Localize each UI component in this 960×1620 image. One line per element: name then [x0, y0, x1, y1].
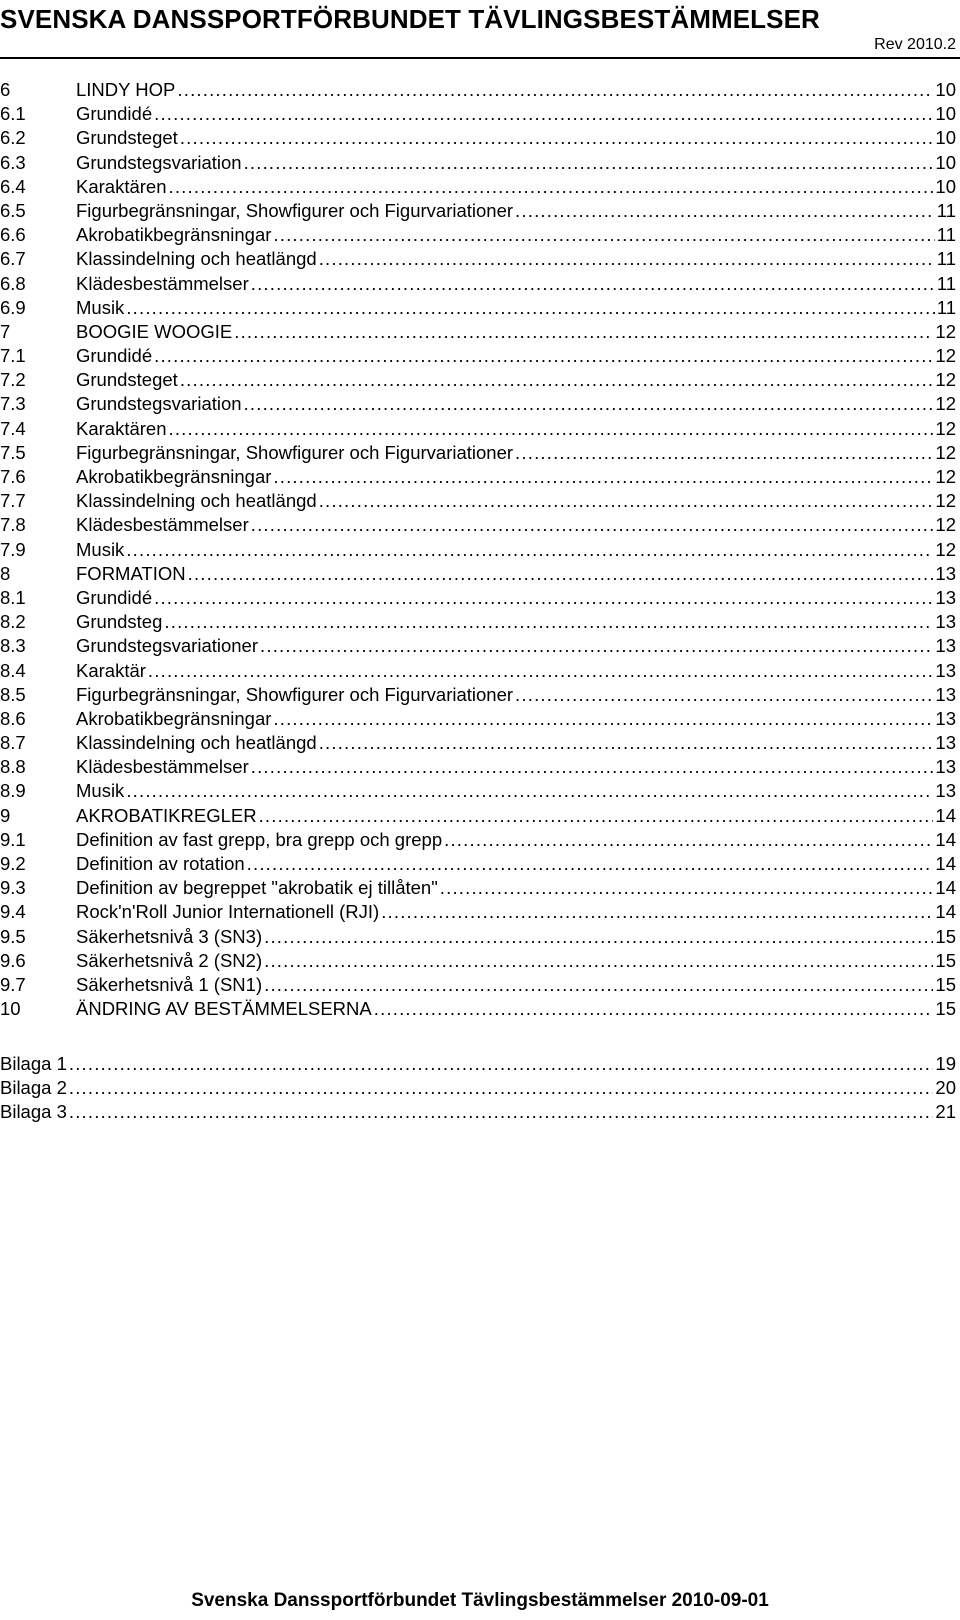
section-number: 6.5 [0, 199, 26, 221]
dot-leader [234, 320, 933, 344]
dot-leader [180, 368, 934, 392]
toc-entry[interactable] [0, 828, 956, 852]
section-number: 9.6 [0, 949, 26, 971]
page-number: 12 [935, 369, 956, 391]
toc-entry[interactable] [0, 997, 956, 1021]
section-number: 9.3 [0, 877, 26, 899]
page-number: 10 [935, 103, 956, 125]
section-title: Karaktären [76, 175, 167, 197]
dot-leader [188, 562, 934, 586]
toc-entry[interactable] [0, 659, 956, 683]
section-number: 7.5 [0, 441, 26, 463]
page-number: 12 [935, 490, 956, 512]
dot-leader [264, 973, 933, 997]
dot-leader [273, 223, 934, 247]
section-number: 7.9 [0, 538, 26, 560]
appendix-entry[interactable] [0, 1100, 956, 1124]
dot-leader [319, 247, 935, 271]
toc-entry[interactable] [0, 368, 956, 392]
page-number: 13 [935, 611, 956, 633]
dot-leader [247, 852, 934, 876]
section-title: Karaktär [76, 659, 146, 681]
section-title: Figurbegränsningar, Showfigurer och Figurvariationer [76, 683, 514, 705]
page-number: 11 [936, 272, 956, 294]
section-number: 6.3 [0, 151, 26, 173]
dot-leader [273, 707, 933, 731]
section-number: 8.3 [0, 635, 26, 657]
section-title: Grundidé [76, 103, 153, 125]
page-footer: Svenska Danssportförbundet Tävlingsbestämmelser 2010-09-01 [191, 1590, 769, 1611]
document-title: SVENSKA DANSSPORTFÖRBUNDET TÄVLINGSBESTÄMMELSER [0, 4, 820, 34]
toc-entry[interactable] [0, 876, 956, 900]
toc-entry[interactable] [0, 465, 956, 489]
appendix-entry[interactable] [0, 1052, 956, 1076]
section-title: Grundsteget [76, 369, 178, 391]
dot-leader [169, 417, 934, 441]
section-number: 9.4 [0, 901, 26, 923]
dot-leader [319, 731, 934, 755]
dot-leader [169, 175, 934, 199]
section-number: 10 [0, 998, 21, 1020]
page-number: 12 [935, 538, 956, 560]
section-title: LINDY HOP [76, 79, 176, 100]
section-title: Definition av begreppet "akrobatik ej tillåten" [76, 877, 438, 899]
dot-leader [251, 513, 934, 537]
section-number: 9 [0, 804, 11, 826]
section-number: 7.4 [0, 417, 26, 439]
dot-leader [515, 441, 933, 465]
dot-leader [154, 586, 933, 610]
section-number: 7.2 [0, 369, 26, 391]
dot-leader [126, 538, 933, 562]
dot-leader [154, 344, 933, 368]
dot-leader [444, 828, 933, 852]
header-divider [0, 57, 960, 59]
dot-leader [244, 392, 934, 416]
section-number: 6 [0, 79, 11, 100]
dot-leader [148, 659, 934, 683]
toc-entry[interactable] [0, 900, 956, 924]
page-number: 12 [935, 393, 956, 415]
dot-leader [69, 1076, 934, 1100]
toc-entry[interactable] [0, 344, 956, 368]
toc-entry[interactable] [0, 417, 956, 441]
section-number: 8.2 [0, 611, 26, 633]
toc-entry[interactable] [0, 392, 956, 416]
toc-entry[interactable] [0, 804, 956, 828]
toc-entry[interactable] [0, 949, 956, 973]
page-number: 14 [935, 877, 956, 899]
page-number: 13 [935, 707, 956, 729]
page-number: 20 [935, 1077, 956, 1099]
section-title: Säkerhetsnivå 2 (SN2) [76, 949, 263, 971]
section-title: Grundsteg [76, 611, 163, 633]
section-number: 6.8 [0, 272, 26, 294]
section-title: Musik [76, 780, 125, 802]
page-number: 14 [935, 828, 956, 850]
section-number: 8.7 [0, 732, 26, 754]
section-number: 8.6 [0, 707, 26, 729]
section-title: Säkerhetsnivå 1 (SN1) [76, 973, 263, 995]
dot-leader [69, 1100, 934, 1124]
toc-entry[interactable] [0, 199, 956, 223]
toc-entry[interactable] [0, 320, 956, 344]
dot-leader [374, 997, 934, 1021]
toc-entry[interactable] [0, 755, 956, 779]
section-title: Klädesbestämmelser [76, 272, 249, 294]
table-of-contents [0, 78, 956, 1021]
section-number: 6.1 [0, 103, 26, 125]
dot-leader [260, 634, 933, 658]
section-title: Definition av fast grepp, bra grepp och grepp [76, 828, 443, 850]
toc-entry[interactable] [0, 272, 956, 296]
dot-leader [180, 126, 934, 150]
section-title: Grundstegsvariation [76, 393, 242, 415]
toc-entry[interactable] [0, 852, 956, 876]
section-title: Figurbegränsningar, Showfigurer och Figurvariationer [76, 441, 514, 463]
page-number: 13 [935, 586, 956, 608]
dot-leader [381, 900, 933, 924]
page-number: 10 [935, 151, 956, 173]
dot-leader [515, 683, 933, 707]
page-number: 15 [935, 998, 956, 1020]
page-number: 14 [935, 901, 956, 923]
toc-entry[interactable] [0, 779, 956, 803]
toc-entry[interactable] [0, 610, 956, 634]
section-number: 9.1 [0, 828, 26, 850]
toc-entry[interactable] [0, 562, 956, 586]
page-number: 21 [935, 1101, 956, 1123]
page-number: 11 [936, 296, 956, 318]
toc-entry[interactable] [0, 538, 956, 562]
page-number: 15 [935, 949, 956, 971]
page-number: 12 [935, 320, 956, 342]
section-number: 7.3 [0, 393, 26, 415]
page-number: 13 [935, 756, 956, 778]
toc-entry[interactable] [0, 973, 956, 997]
toc-entry[interactable] [0, 126, 956, 150]
section-number: 9.5 [0, 925, 26, 947]
page-number: 13 [935, 635, 956, 657]
dot-leader [177, 78, 933, 102]
dot-leader [69, 1052, 934, 1076]
page-number: 14 [935, 804, 956, 826]
page-number: 15 [935, 925, 956, 947]
appendix-entry[interactable] [0, 1076, 956, 1100]
section-number: 7.8 [0, 514, 26, 536]
section-title: BOOGIE WOOGIE [76, 320, 233, 342]
section-number: 9.2 [0, 853, 26, 874]
page-number: 12 [935, 345, 956, 367]
page-number: 13 [935, 659, 956, 681]
section-number: 8.9 [0, 780, 26, 802]
page-number: 13 [935, 562, 956, 584]
toc-entry[interactable] [0, 441, 956, 465]
dot-leader [273, 465, 933, 489]
dot-leader [264, 925, 933, 949]
section-number: 7.6 [0, 466, 26, 487]
section-title: Akrobatikbegränsningar [76, 224, 272, 246]
section-number: 9.7 [0, 973, 26, 995]
section-title: Bilaga 2 [0, 1077, 67, 1099]
page-number: 12 [935, 466, 956, 487]
section-title: Definition av rotation [76, 853, 245, 874]
section-title: Figurbegränsningar, Showfigurer och Figurvariationer [76, 199, 514, 221]
toc-entry[interactable] [0, 489, 956, 513]
toc-entry[interactable] [0, 223, 956, 247]
toc-entry[interactable] [0, 102, 956, 126]
section-number: 8.1 [0, 586, 26, 608]
page-number: 11 [936, 224, 956, 246]
section-number: 6.4 [0, 175, 26, 197]
dot-leader [264, 949, 933, 973]
page-number: 19 [935, 1053, 956, 1074]
section-title: Grundstegsvariationer [76, 635, 259, 657]
dot-leader [251, 272, 935, 296]
section-title: FORMATION [76, 562, 186, 584]
section-title: AKROBATIKREGLER [76, 804, 257, 826]
toc-entry[interactable] [0, 247, 956, 271]
page-number: 14 [935, 853, 956, 874]
page-number: 12 [935, 441, 956, 463]
section-title: Klassindelning och heatlängd [76, 490, 317, 512]
section-title: Klädesbestämmelser [76, 514, 249, 536]
section-title: Grundidé [76, 345, 153, 367]
section-title: Grundidé [76, 586, 153, 608]
toc-entry[interactable] [0, 175, 956, 199]
revision-label: Rev 2010.2 [874, 36, 956, 53]
toc-entry[interactable] [0, 513, 956, 537]
section-title: Grundstegsvariation [76, 151, 242, 173]
toc-entry[interactable] [0, 151, 956, 175]
section-title: Klassindelning och heatlängd [76, 248, 317, 270]
section-title: Bilaga 1 [0, 1053, 67, 1074]
dot-leader [319, 489, 934, 513]
section-number: 8.8 [0, 756, 26, 778]
section-number: 8.5 [0, 683, 26, 705]
section-title: Akrobatikbegränsningar [76, 466, 272, 487]
toc-entry[interactable] [0, 683, 956, 707]
dot-leader [126, 296, 934, 320]
toc-entry[interactable] [0, 731, 956, 755]
section-title: Karaktären [76, 417, 167, 439]
section-number: 8 [0, 562, 11, 584]
page-number: 10 [935, 127, 956, 149]
page-number: 13 [935, 780, 956, 802]
section-title: Akrobatikbegränsningar [76, 707, 272, 729]
section-title: Musik [76, 296, 125, 318]
page-number: 13 [935, 683, 956, 705]
section-number: 6.6 [0, 224, 26, 246]
page-number: 13 [935, 732, 956, 754]
page-number: 15 [935, 973, 956, 995]
section-title: Klassindelning och heatlängd [76, 732, 317, 754]
toc-entry[interactable] [0, 296, 956, 320]
section-number: 7.1 [0, 345, 26, 367]
dot-leader [515, 199, 935, 223]
section-number: 7 [0, 320, 11, 342]
section-number: 6.7 [0, 248, 26, 270]
dot-leader [259, 804, 934, 828]
dot-leader [244, 151, 934, 175]
toc-entry[interactable] [0, 707, 956, 731]
page-number: 11 [936, 199, 956, 221]
section-number: 8.4 [0, 659, 26, 681]
toc-entry[interactable] [0, 78, 956, 102]
page-number: 11 [936, 248, 956, 270]
dot-leader [164, 610, 933, 634]
toc-entry[interactable] [0, 925, 956, 949]
page-number: 12 [935, 417, 956, 439]
appendix-list [0, 1052, 956, 1125]
section-title: Rock'n'Roll Junior Internationell (RJI) [76, 901, 380, 923]
dot-leader [440, 876, 934, 900]
page-number: 12 [935, 514, 956, 536]
section-title: Grundsteget [76, 127, 178, 149]
toc-entry[interactable] [0, 634, 956, 658]
page-number: 10 [935, 79, 956, 100]
dot-leader [251, 755, 934, 779]
section-title: Musik [76, 538, 125, 560]
section-title: Säkerhetsnivå 3 (SN3) [76, 925, 263, 947]
section-title: ÄNDRING AV BESTÄMMELSERNA [76, 998, 372, 1020]
section-title: Bilaga 3 [0, 1101, 67, 1123]
section-number: 6.9 [0, 296, 26, 318]
section-number: 7.7 [0, 490, 26, 512]
dot-leader [126, 779, 933, 803]
section-title: Klädesbestämmelser [76, 756, 249, 778]
dot-leader [154, 102, 933, 126]
toc-entry[interactable] [0, 586, 956, 610]
section-number: 6.2 [0, 127, 26, 149]
page-number: 10 [935, 175, 956, 197]
